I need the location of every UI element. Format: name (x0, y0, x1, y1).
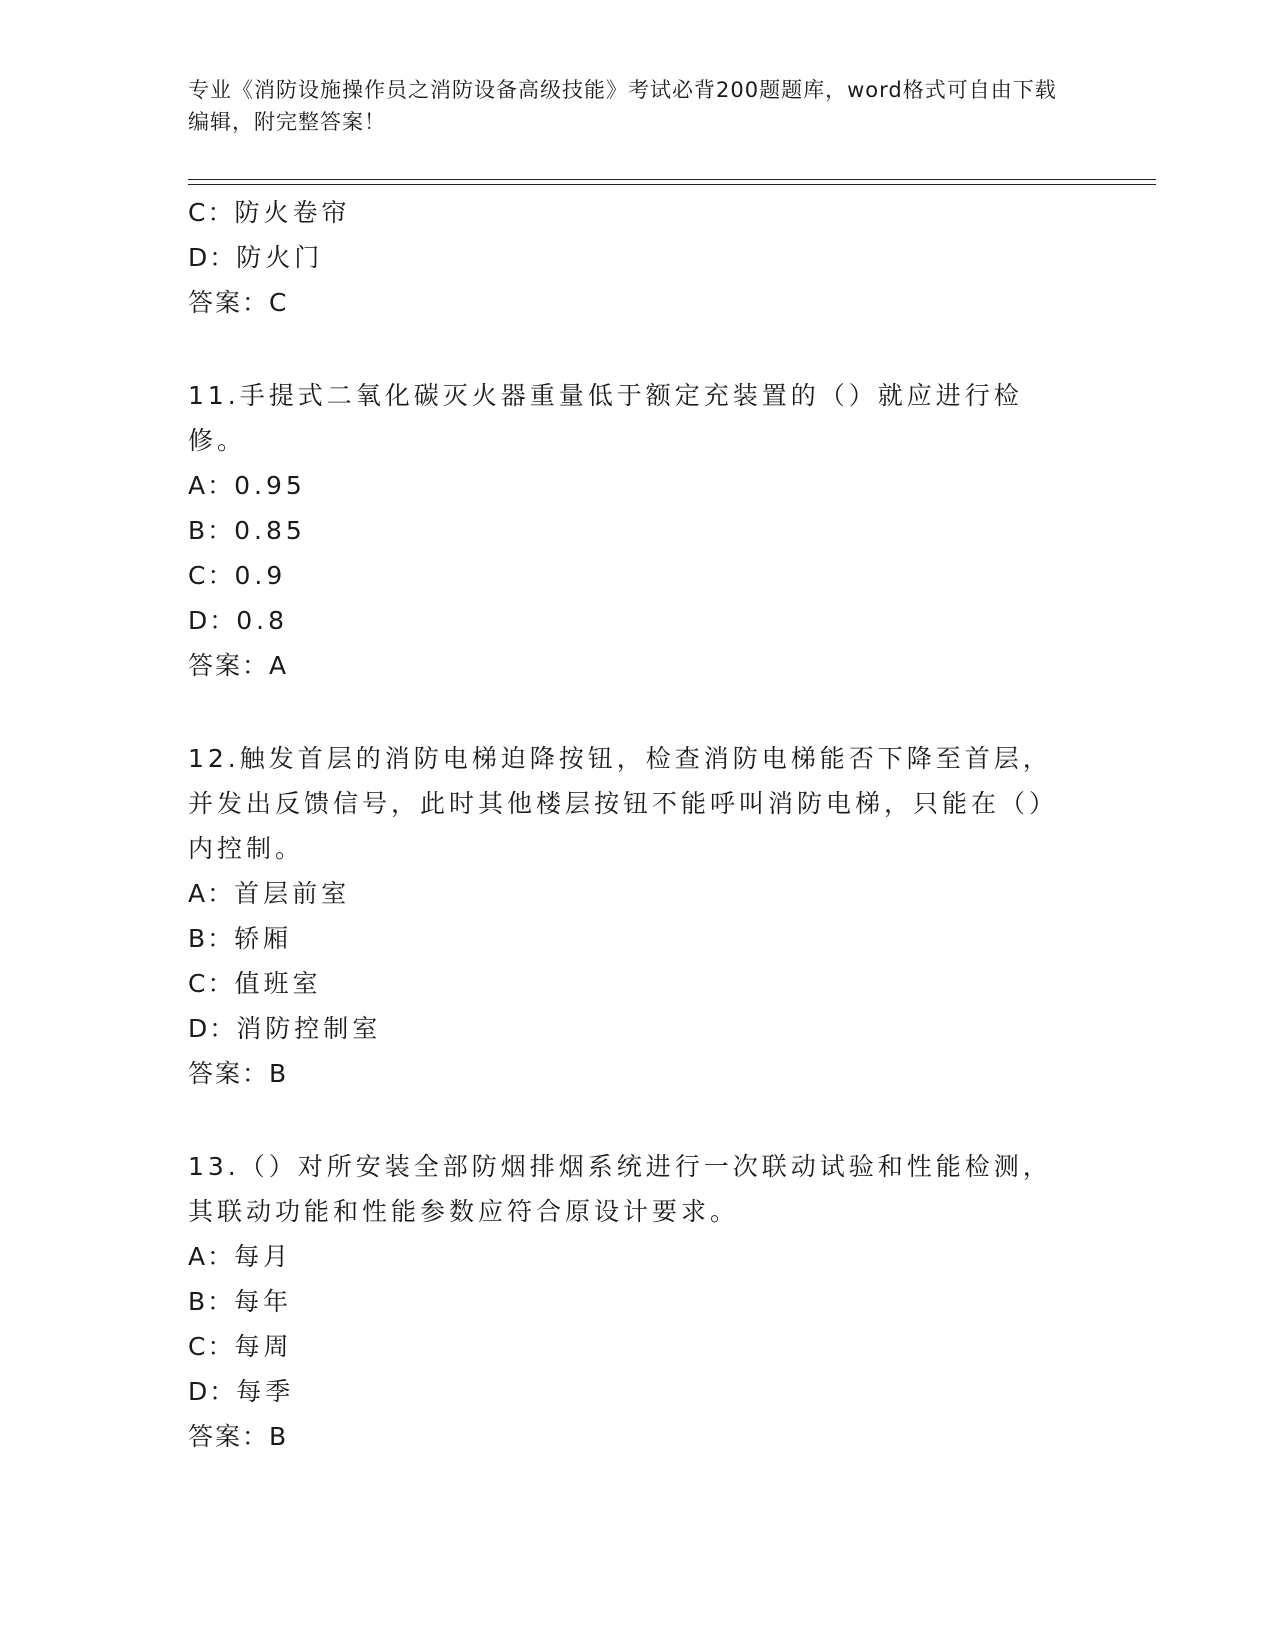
option-text: 值班室 (234, 969, 322, 998)
answer-line: 答案：B (188, 1059, 289, 1088)
option-text: 0.95 (234, 471, 306, 500)
option-key: D： (188, 1377, 237, 1406)
option-item (188, 508, 1088, 553)
question-12 (188, 736, 1088, 1096)
option-item (188, 598, 1088, 643)
question-11 (188, 373, 1088, 688)
option-key: B： (188, 924, 235, 953)
option-key: A： (188, 1242, 235, 1271)
option-key: B： (188, 1287, 235, 1316)
option-key: C： (188, 969, 235, 998)
option-item (188, 916, 1088, 961)
option-text: 轿厢 (234, 924, 293, 953)
option-text: 首层前室 (234, 879, 351, 908)
option-text: 0.8 (236, 606, 289, 635)
option-key: A： (188, 471, 235, 500)
answer-line: 答案：C (188, 288, 289, 317)
option-key: D： (188, 1014, 237, 1043)
question-text: 11.手提式二氧化碳灭火器重量低于额定充装置的（）就应进行检修。 (188, 381, 1023, 455)
option-key: C： (188, 1332, 235, 1361)
option-text: 防火门 (236, 243, 324, 272)
question-text: 13.（）对所安装全部防烟排烟系统进行一次联动试验和性能检测，其联动功能和性能参数应符合原设计要求。 (188, 1152, 1052, 1226)
option-key: C： (188, 561, 235, 590)
option-text: 每月 (234, 1242, 293, 1271)
option-key: A： (188, 879, 235, 908)
option-item (188, 1324, 1088, 1369)
option-key: C： (188, 198, 235, 227)
header-divider-top (188, 179, 1156, 180)
prev-question-tail (188, 190, 1088, 325)
option-text: 防火卷帘 (234, 198, 351, 227)
answer-line: 答案：B (188, 1422, 289, 1451)
header-divider-bottom (188, 184, 1156, 185)
option-text: 每季 (236, 1377, 295, 1406)
option-item (188, 871, 1088, 916)
option-text: 消防控制室 (236, 1014, 382, 1043)
option-key: D： (188, 606, 237, 635)
option-text: 每周 (234, 1332, 293, 1361)
option-item (188, 1279, 1088, 1324)
header-text: 专业《消防设施操作员之消防设备高级技能》考试必背200题题库，word格式可自由下载编辑，附完整答案！ (188, 78, 1057, 134)
option-item (188, 1369, 1088, 1414)
answer-line: 答案：A (188, 651, 289, 680)
option-text: 0.85 (234, 516, 306, 545)
option-text: 0.9 (234, 561, 287, 590)
page-header (188, 74, 1068, 138)
option-key: D： (188, 243, 237, 272)
option-item (188, 1006, 1088, 1051)
option-item (188, 190, 1088, 235)
question-text: 12.触发首层的消防电梯迫降按钮，检查消防电梯能否下降至首层，并发出反馈信号，此时其他楼层按钮不能呼叫消防电梯，只能在（）内控制。 (188, 744, 1059, 863)
option-item (188, 553, 1088, 598)
option-item (188, 463, 1088, 508)
question-13 (188, 1144, 1088, 1459)
document-body (188, 190, 1088, 1459)
option-item (188, 961, 1088, 1006)
option-item (188, 235, 1088, 280)
option-item (188, 1234, 1088, 1279)
option-text: 每年 (234, 1287, 293, 1316)
option-key: B： (188, 516, 235, 545)
